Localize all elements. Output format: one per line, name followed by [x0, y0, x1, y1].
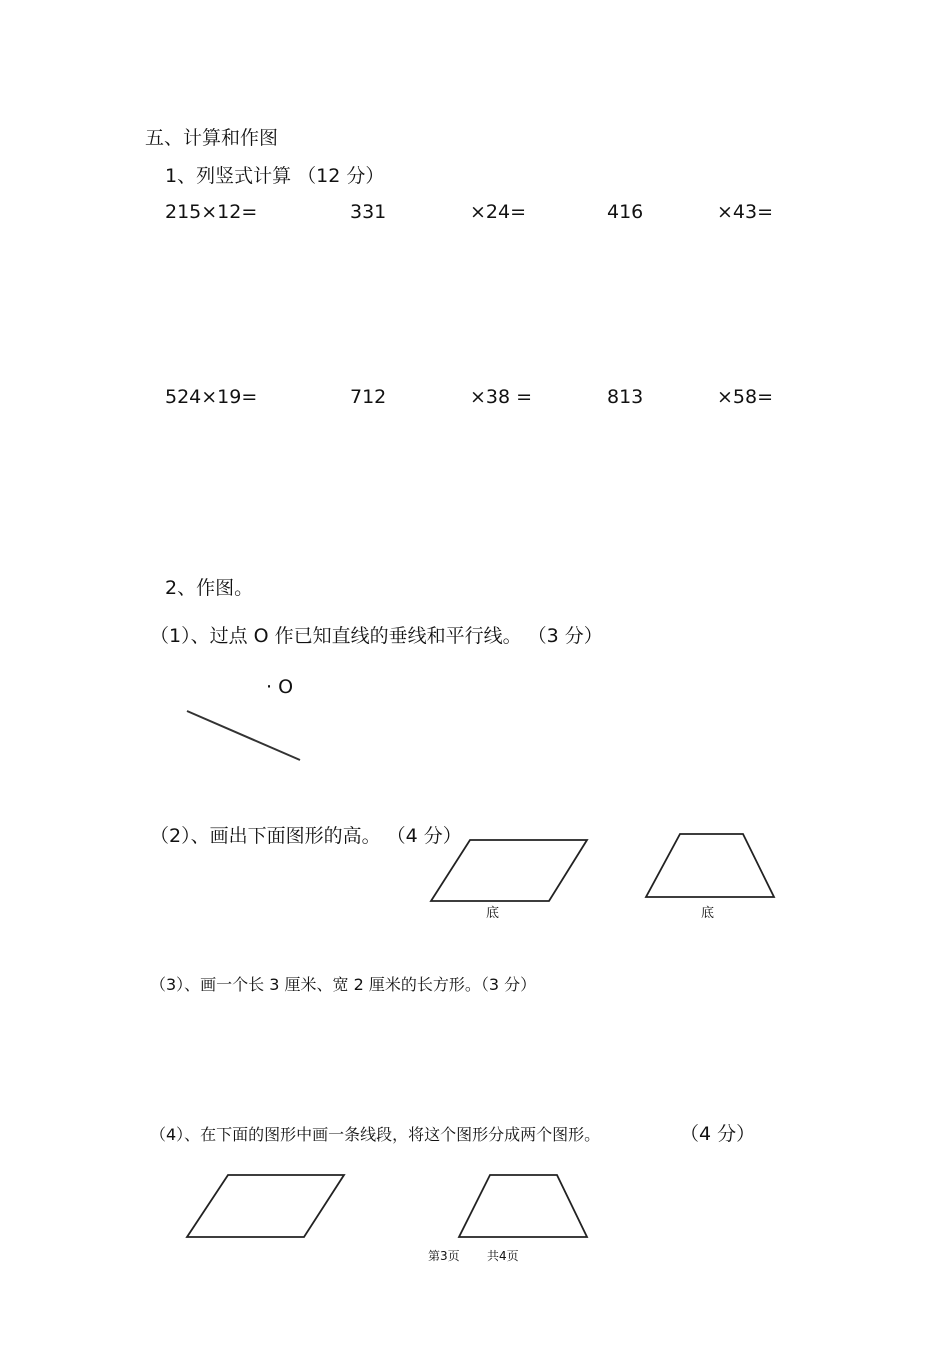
- page-total: 共4页: [487, 1249, 519, 1263]
- calc-expression: 331: [350, 201, 387, 223]
- q1-title: 1、列竖式计算 （12 分）: [165, 165, 385, 187]
- parallelogram-shape-2: [187, 1175, 344, 1237]
- calc-expression: ×43=: [717, 201, 774, 223]
- trapezoid-shape: [646, 834, 774, 897]
- calc-expression: 416: [607, 201, 644, 223]
- given-line: [187, 711, 300, 760]
- q2-sub1-text: （1）、过点 O 作已知直线的垂线和平行线。 （3 分）: [150, 625, 603, 647]
- calc-expression: 524×19=: [165, 386, 258, 408]
- q2-sub2-text: （2）、画出下面图形的高。 （4 分）: [150, 825, 462, 847]
- section-title: 五、计算和作图: [145, 127, 279, 149]
- q2-title: 2、作图。: [165, 577, 254, 599]
- calc-expression: ×58=: [717, 386, 774, 408]
- parallelogram-base-label: 底: [486, 906, 500, 921]
- page-number: 第3页: [428, 1249, 460, 1263]
- point-o-label: · O: [266, 676, 294, 698]
- calc-expression: 813: [607, 386, 644, 408]
- calc-expression: ×38 =: [470, 386, 533, 408]
- q2-sub4-text: （4）、在下面的图形中画一条线段，将这个图形分成两个图形。: [150, 1125, 601, 1144]
- q2-sub4-score: （4 分）: [680, 1123, 756, 1145]
- parallelogram-shape: [431, 840, 587, 901]
- calc-expression: 215×12=: [165, 201, 258, 223]
- calc-expression: 712: [350, 386, 387, 408]
- trapezoid-base-label: 底: [701, 906, 715, 921]
- q2-sub3-text: （3）、画一个长 3 厘米、宽 2 厘米的长方形。（3 分）: [150, 975, 537, 994]
- trapezoid-shape-2: [459, 1175, 587, 1237]
- calc-expression: ×24=: [470, 201, 527, 223]
